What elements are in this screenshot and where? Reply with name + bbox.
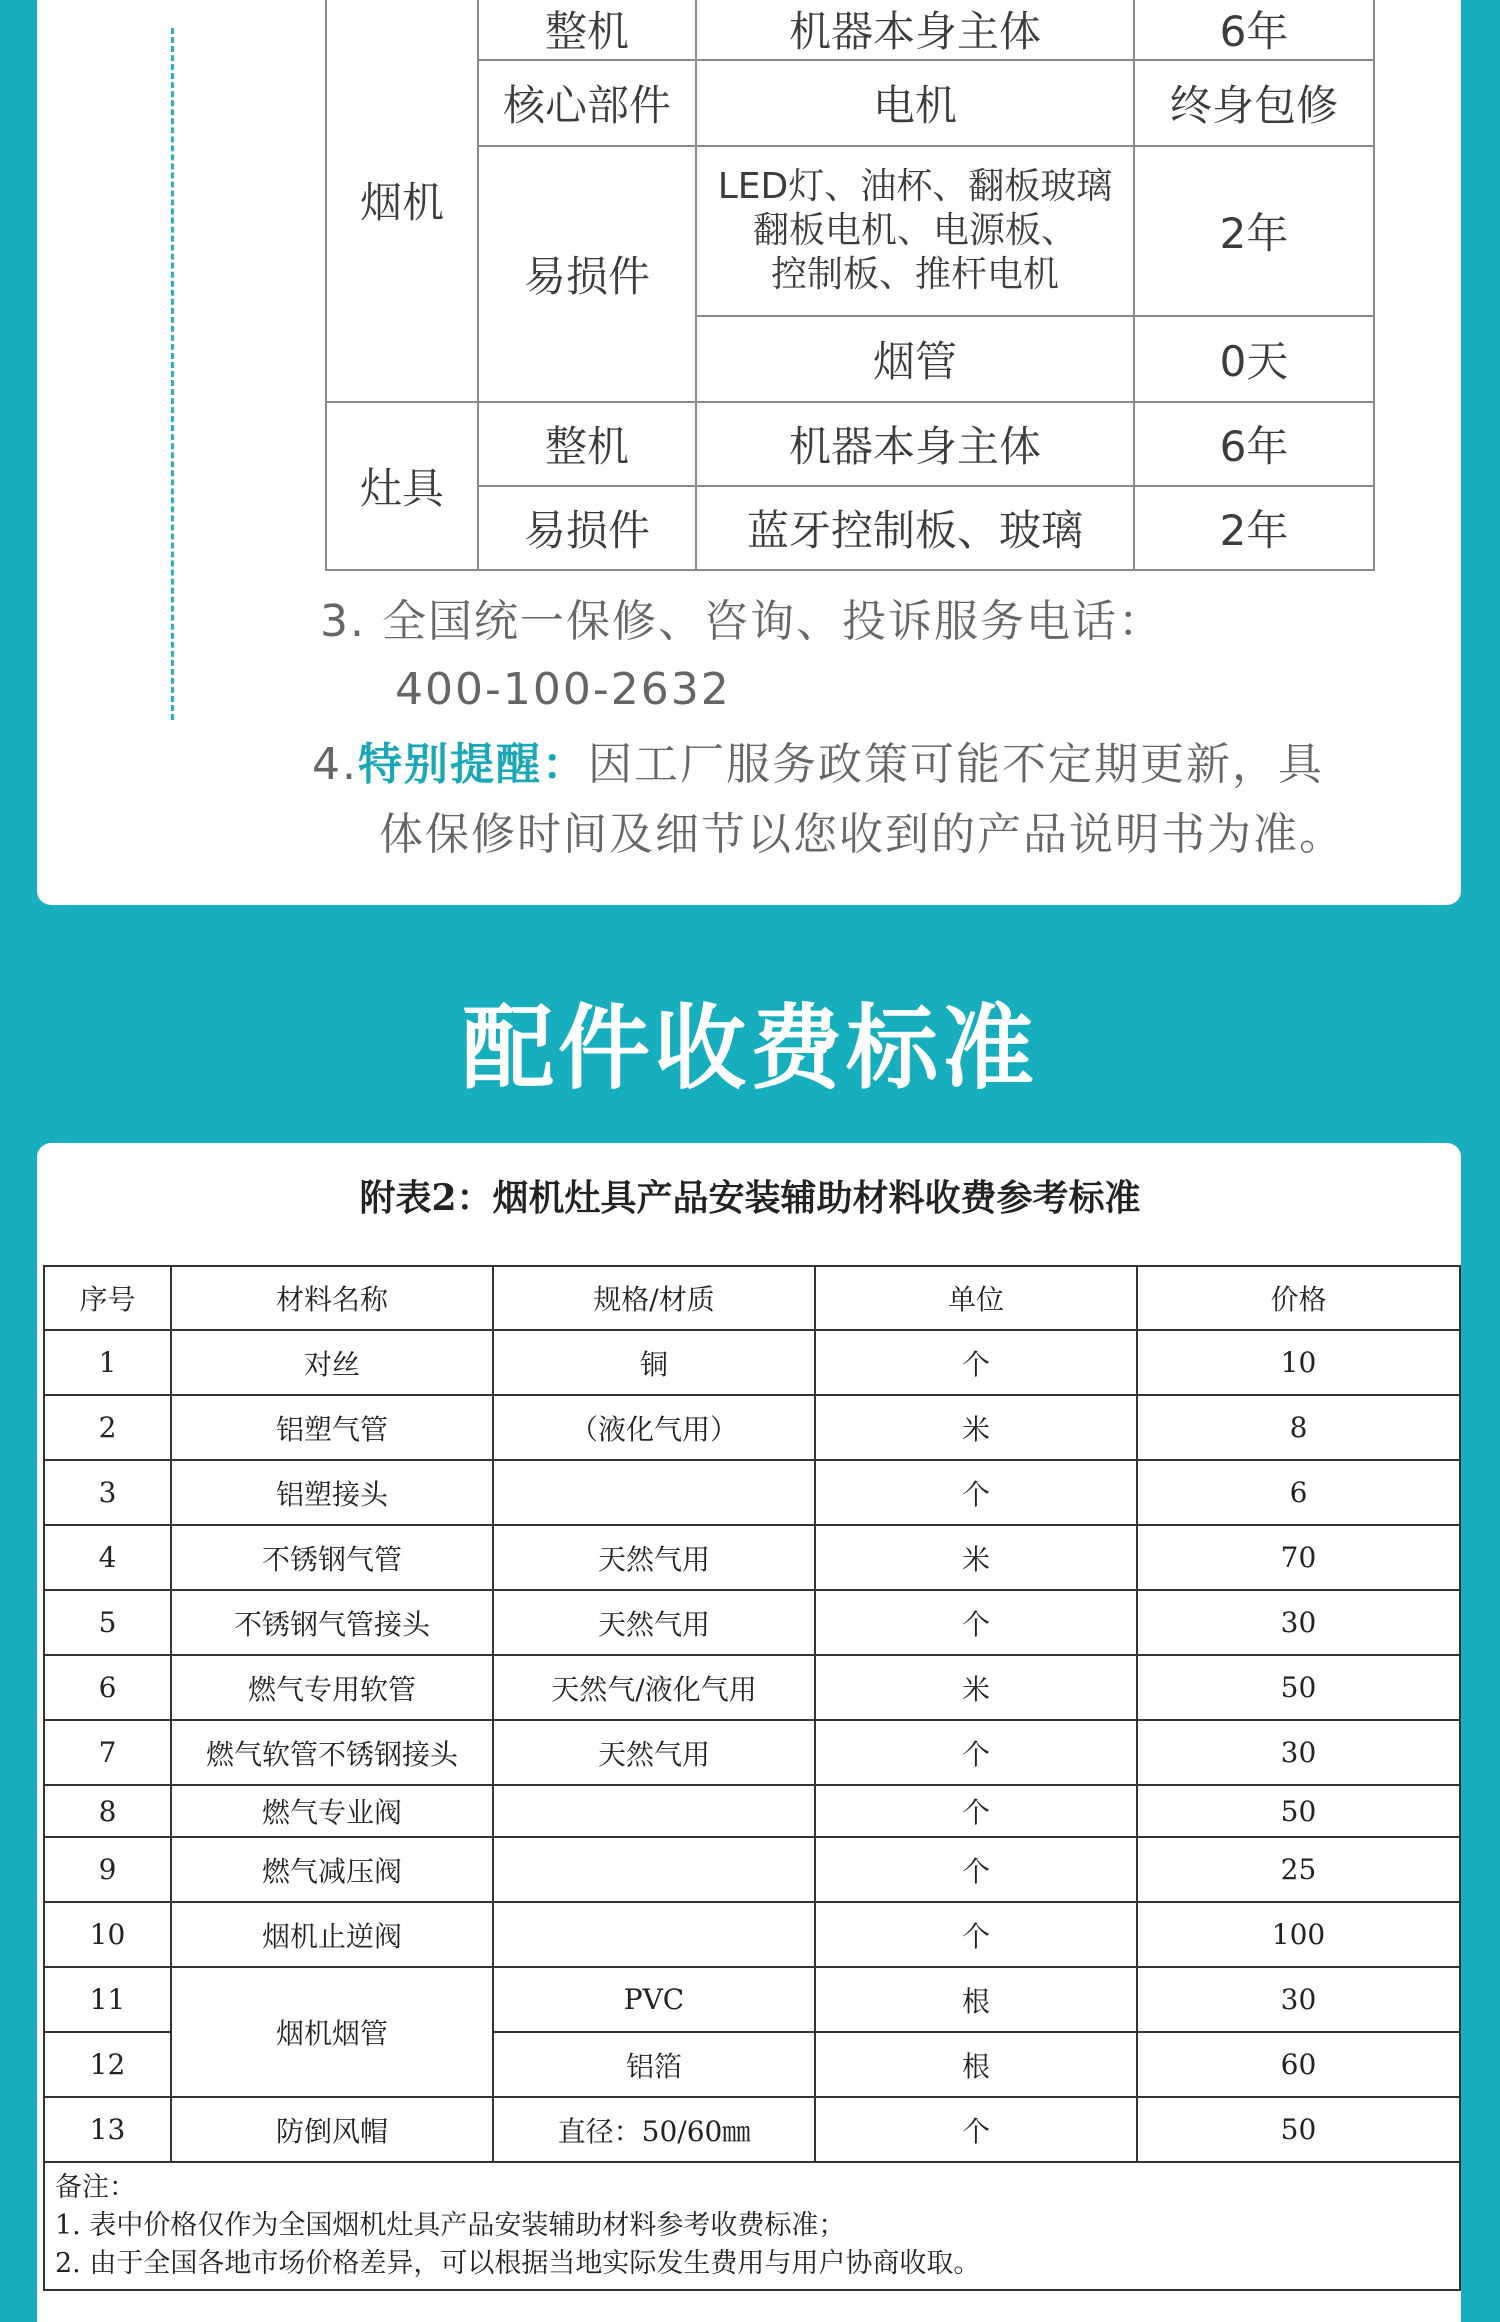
cell-index: 3 — [44, 1460, 171, 1525]
cell-unit: 个 — [815, 1330, 1137, 1395]
cell-spec: 直径：50/60㎜ — [493, 2097, 815, 2162]
cell-spec — [493, 1837, 815, 1902]
period-cell: 2年 — [1134, 146, 1374, 316]
cell-spec — [493, 1902, 815, 1967]
cell-index: 6 — [44, 1655, 171, 1720]
part-cell: 整机 — [478, 402, 696, 486]
table-row — [44, 1525, 1460, 1590]
part-cell: 整机 — [478, 0, 696, 60]
part-cell: 核心部件 — [478, 60, 696, 146]
table-row — [44, 1967, 1460, 2032]
remarks-title: 备注： — [55, 2172, 136, 2203]
note-reminder — [312, 730, 1392, 870]
remarks-item: 1. 表中价格仅作为全国烟机灶具产品安装辅助材料参考收费标准； — [55, 2210, 846, 2241]
cell-material: 燃气专业阀 — [171, 1785, 493, 1837]
cell-material: 燃气专用软管 — [171, 1655, 493, 1720]
period-cell: 6年 — [1134, 0, 1374, 60]
item-cell: 电机 — [696, 60, 1134, 146]
cell-index: 9 — [44, 1837, 171, 1902]
part-cell: 易损件 — [478, 146, 696, 402]
cell-price: 60 — [1137, 2032, 1460, 2097]
cell-unit: 个 — [815, 2097, 1137, 2162]
cell-spec — [493, 1785, 815, 1837]
note-hotline-text: 3. 全国统一保修、咨询、投诉服务电话： — [320, 596, 1164, 647]
remarks-row — [44, 2162, 1460, 2290]
cell-spec: 天然气用 — [493, 1590, 815, 1655]
item-cell: 烟管 — [696, 316, 1134, 402]
cell-unit: 根 — [815, 1967, 1137, 2032]
cell-material: 烟机烟管 — [171, 1967, 493, 2097]
cell-unit: 个 — [815, 1785, 1137, 1837]
cell-unit: 米 — [815, 1395, 1137, 1460]
table-row — [44, 1902, 1460, 1967]
cell-material: 防倒风帽 — [171, 2097, 493, 2162]
cell-index: 7 — [44, 1720, 171, 1785]
column-header: 材料名称 — [171, 1266, 493, 1330]
cell-price: 25 — [1137, 1837, 1460, 1902]
cell-unit: 个 — [815, 1720, 1137, 1785]
column-header: 规格/材质 — [493, 1266, 815, 1330]
header-row — [44, 1266, 1460, 1330]
cell-price: 6 — [1137, 1460, 1460, 1525]
cell-price: 30 — [1137, 1967, 1460, 2032]
column-header: 价格 — [1137, 1266, 1460, 1330]
dashed-divider — [171, 28, 174, 720]
column-header: 单位 — [815, 1266, 1137, 1330]
table-row — [326, 402, 1374, 486]
table-row — [326, 0, 1374, 60]
cell-price: 50 — [1137, 1785, 1460, 1837]
table-row — [326, 60, 1374, 146]
hotline-number: 400-100-2632 — [395, 664, 731, 715]
table-row — [326, 146, 1374, 316]
cell-price: 100 — [1137, 1902, 1460, 1967]
cell-index: 13 — [44, 2097, 171, 2162]
cell-unit: 个 — [815, 1460, 1137, 1525]
cell-material: 燃气减压阀 — [171, 1837, 493, 1902]
cell-index: 2 — [44, 1395, 171, 1460]
cell-material: 不锈钢气管 — [171, 1525, 493, 1590]
fee-table — [43, 1265, 1461, 2291]
cell-material: 铝塑气管 — [171, 1395, 493, 1460]
cell-material: 不锈钢气管接头 — [171, 1590, 493, 1655]
cell-price: 70 — [1137, 1525, 1460, 1590]
cell-material: 铝塑接头 — [171, 1460, 493, 1525]
fee-table-title: 附表2：烟机灶具产品安装辅助材料收费参考标准 — [359, 1177, 1141, 1219]
reminder-highlight: 特别提醒： — [357, 739, 588, 790]
part-cell: 易损件 — [478, 486, 696, 570]
cell-spec: 天然气用 — [493, 1720, 815, 1785]
table-row — [44, 1460, 1460, 1525]
cell-price: 50 — [1137, 2097, 1460, 2162]
cell-unit: 米 — [815, 1525, 1137, 1590]
reminder-text-continued: 体保修时间及细节以您收到的产品说明书为准。 — [379, 809, 1345, 860]
column-header: 序号 — [44, 1266, 171, 1330]
cell-spec: 铜 — [493, 1330, 815, 1395]
table-row — [44, 1837, 1460, 1902]
category-cell: 灶具 — [326, 402, 478, 570]
cell-price: 8 — [1137, 1395, 1460, 1460]
cell-unit: 根 — [815, 2032, 1137, 2097]
cell-price: 30 — [1137, 1720, 1460, 1785]
cell-material: 对丝 — [171, 1330, 493, 1395]
cell-unit: 个 — [815, 1837, 1137, 1902]
table-row — [44, 1655, 1460, 1720]
section-title: 配件收费标准 — [461, 995, 1038, 1102]
cell-unit: 米 — [815, 1655, 1137, 1720]
cell-unit: 个 — [815, 1902, 1137, 1967]
cell-index: 8 — [44, 1785, 171, 1837]
note-number: 4. — [312, 739, 358, 790]
note-hotline — [320, 588, 1380, 724]
cell-index: 5 — [44, 1590, 171, 1655]
cell-spec: （液化气用） — [493, 1395, 815, 1460]
cell-spec: PVC — [493, 1967, 815, 2032]
period-cell: 终身包修 — [1134, 60, 1374, 146]
period-cell: 2年 — [1134, 486, 1374, 570]
period-cell: 6年 — [1134, 402, 1374, 486]
item-cell: 机器本身主体 — [696, 402, 1134, 486]
remarks-cell — [44, 2162, 1460, 2290]
cell-material: 燃气软管不锈钢接头 — [171, 1720, 493, 1785]
category-cell: 烟机 — [326, 0, 478, 402]
remarks-item: 2. 由于全国各地市场价格差异，可以根据当地实际发生费用与用户协商收取。 — [55, 2248, 981, 2279]
cell-price: 50 — [1137, 1655, 1460, 1720]
cell-unit: 个 — [815, 1590, 1137, 1655]
table-row — [44, 1785, 1460, 1837]
table-row — [44, 2097, 1460, 2162]
cell-price: 10 — [1137, 1330, 1460, 1395]
warranty-table — [325, 0, 1375, 571]
cell-spec: 铝箔 — [493, 2032, 815, 2097]
reminder-text: 因工厂服务政策可能不定期更新，具 — [587, 739, 1324, 790]
cell-index: 11 — [44, 1967, 171, 2032]
cell-index: 1 — [44, 1330, 171, 1395]
period-cell: 0天 — [1134, 316, 1374, 402]
item-cell: LED灯、油杯、翻板玻璃 翻板电机、电源板、 控制板、推杆电机 — [696, 146, 1134, 316]
cell-spec: 天然气用 — [493, 1525, 815, 1590]
cell-spec: 天然气/液化气用 — [493, 1655, 815, 1720]
cell-index: 10 — [44, 1902, 171, 1967]
cell-material: 烟机止逆阀 — [171, 1902, 493, 1967]
cell-price: 30 — [1137, 1590, 1460, 1655]
table-row — [44, 1330, 1460, 1395]
table-row — [44, 1395, 1460, 1460]
table-row — [326, 486, 1374, 570]
cell-index: 12 — [44, 2032, 171, 2097]
table-row — [44, 1720, 1460, 1785]
cell-index: 4 — [44, 1525, 171, 1590]
item-cell: 机器本身主体 — [696, 0, 1134, 60]
cell-spec — [493, 1460, 815, 1525]
table-row — [44, 1590, 1460, 1655]
item-cell: 蓝牙控制板、玻璃 — [696, 486, 1134, 570]
